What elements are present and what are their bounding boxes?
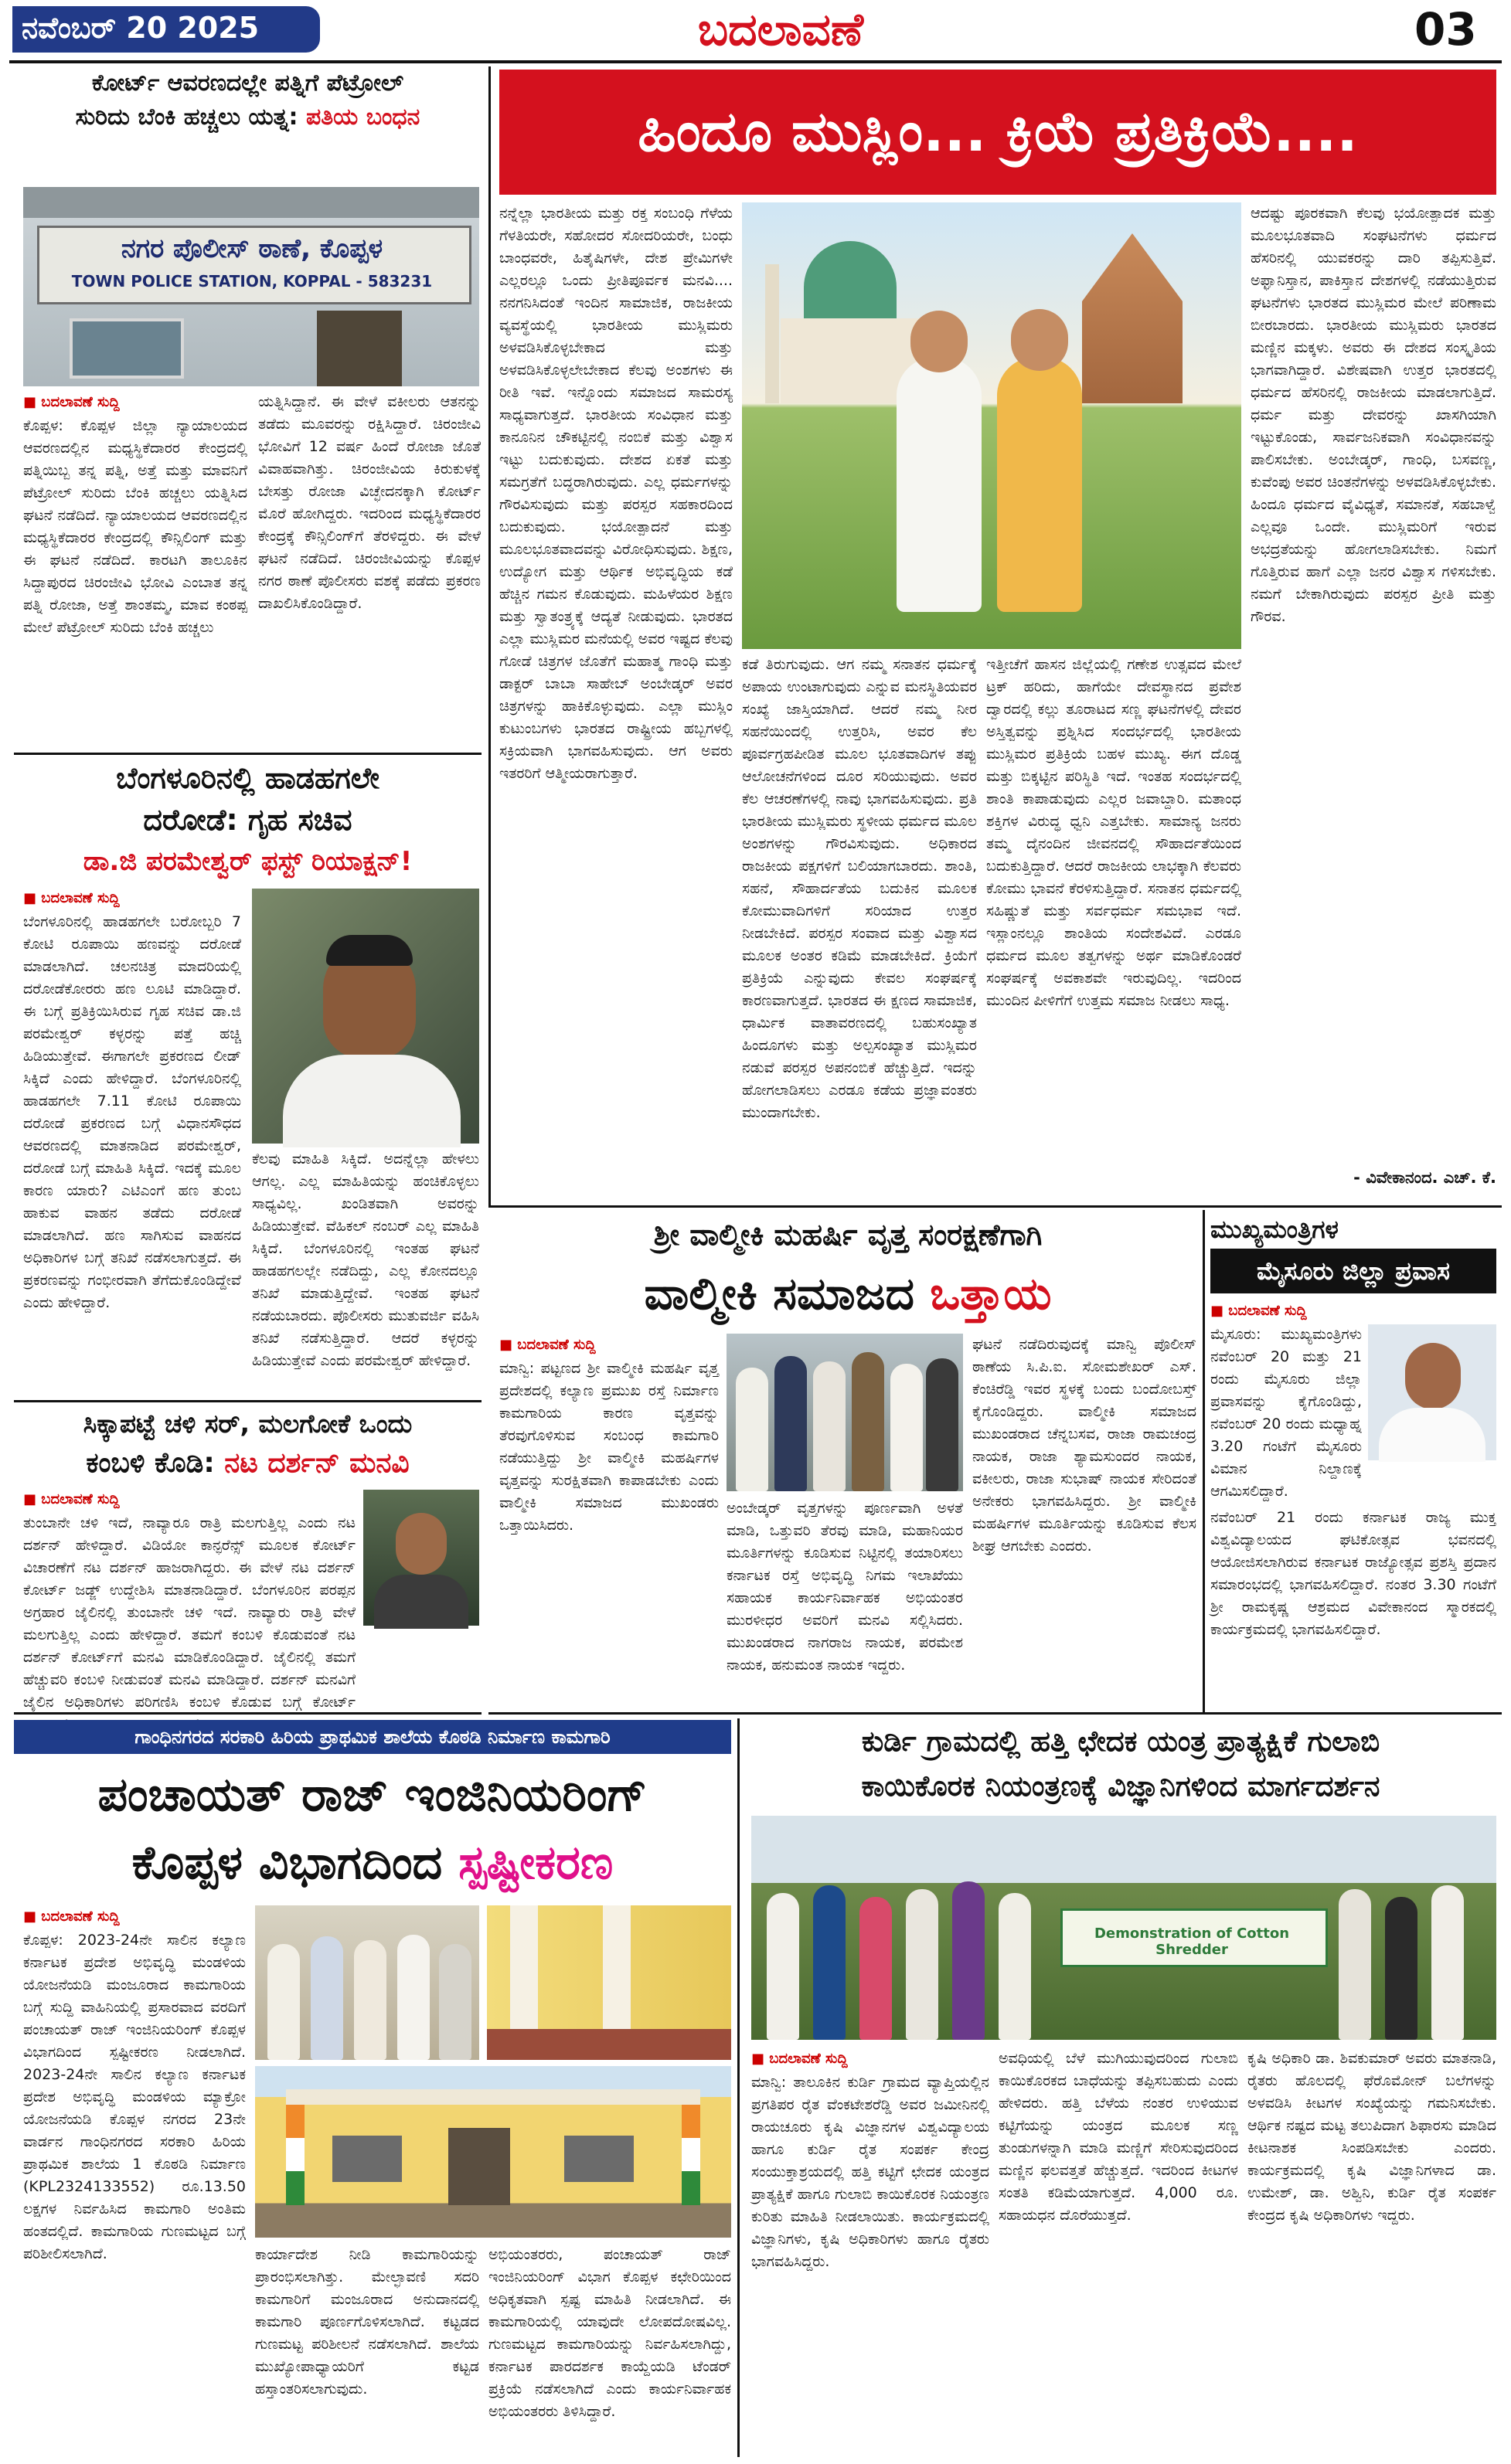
story6-column-1	[1210, 1300, 1362, 1502]
officials-photo	[255, 1905, 479, 2060]
portrait-hair	[326, 935, 413, 966]
cm-body	[1379, 1408, 1485, 1462]
farmer-1	[767, 1893, 799, 2040]
story7-body-2: ಕಾರ್ಯಾದೇಶ ನೀಡಿ ಕಾಮಗಾರಿಯನ್ನು ಪ್ರಾರಂಭಿಸಲಾಗಿತ್ತು. ಮೇಲ್ಛಾವಣಿ ಸದರಿ ಕಾಮಗಾರಿಗೆ ಮಂಜೂರಾದ ಅನುದಾನದಲ್ಲಿ ಕಾಮಗಾರಿ ಪೂರ್ಣಗೊಳಿಸಲಾಗಿದೆ. ಕಟ್ಟಡದ ಗುಣಮಟ್ಟ ಪರಿಶೀಲನೆ ನಡೆಸಲಾಗಿದೆ. ಶಾಲೆಯ ಮುಖ್ಯೋಪಾಧ್ಯಾಯರಿಗೆ ಕಟ್ಟಡ ಹಸ್ತಾಂತರಿಸಲಾಗುವುದು.	[255, 2246, 479, 2398]
story6-column-2	[1210, 1507, 1496, 1706]
field-demo-photo	[751, 1816, 1496, 2040]
masthead-rule	[9, 60, 1502, 63]
story1-headline-1: ಕೋರ್ಟ್ ಆವರಣದಲ್ಲೇ ಪತ್ನಿಗೆ ಪೆಟ್ರೋಲ್	[91, 70, 404, 97]
story2-body-2: ಕೆಲವು ಮಾಹಿತಿ ಸಿಕ್ಕಿದೆ. ಅದನ್ನೆಲ್ಲಾ ಹೇಳಲು ಆಗಲ್ಲ. ಎಲ್ಲ ಮಾಹಿತಿಯನ್ನು ಹಂಚಿಕೊಳ್ಳಲು ಸಾಧ್ಯವಿಲ್ಲ. ಖಂಡಿತವಾಗಿ ಅವರನ್ನು ಹಿಡಿಯುತ್ತೇವೆ. ವೆಹಿಕಲ್ ನಂಬರ್ ಎಲ್ಲ ಮಾಹಿತಿ ಸಿಕ್ಕಿದೆ. ಬೆಂಗಳೂರಿನಲ್ಲಿ ಇಂತಹ ಘಟನೆ ಹಾಡಹಗಲಲ್ಲೇ ನಡೆದಿದ್ದು, ಎಲ್ಲ ಕೋನದಲ್ಲೂ ತನಿಖೆ ಮಾಡುತ್ತಿದ್ದೇವೆ. ಇಂತಹ ಘಟನೆ ನಡೆಯಬಾರದು. ಪೊಲೀಸರು ಮುತುವರ್ಜಿ ವಹಿಸಿ ತನಿಖೆ ನಡೆಸುತ್ತಿದ್ದಾರೆ. ಆದರೆ ಕಳ್ಳರನ್ನು ಹಿಡಿಯುತ್ತೇವೆ ಎಂದು ಪರಮೇಶ್ವರ್ ಹೇಳಿದ್ದಾರೆ.	[252, 1150, 479, 1369]
story3-byline: ■ ಬದಲಾವಣೆ ಸುದ್ದಿ	[23, 1488, 356, 1511]
story5-headline-2a: ವಾಲ್ಮೀಕಿ ಸಮಾಜದ	[644, 1267, 914, 1320]
story1-column-1	[23, 391, 247, 746]
story1-byline: ■ ಬದಲಾವಣೆ ಸುದ್ದಿ	[23, 391, 247, 413]
person-6	[926, 1358, 958, 1491]
person-3	[813, 1361, 846, 1491]
person-5	[890, 1364, 923, 1491]
person-1	[736, 1368, 768, 1491]
portrait-body	[283, 1055, 461, 1147]
story5-body-2: ಅಂಬೇಡ್ಕರ್ ವೃತ್ತಗಳನ್ನು ಪೂರ್ಣವಾಗಿ ಅಳತೆ ಮಾಡಿ, ಒತ್ತುವರಿ ತೆರವು ಮಾಡಿ, ಮಹಾನಿಯರ ಮೂರ್ತಿಗಳನ್ನು ಕೂಡಿಸುವ ನಿಟ್ಟಿನಲ್ಲಿ ತಯಾರಿಸಲು ಕರ್ನಾಟಕ ರಸ್ತೆ ಅಭಿವೃದ್ಧಿ ನಿಗಮ ಇಲಾಖೆಯು ಸಹಾಯಕ ಕಾರ್ಯನಿರ್ವಾಹಕ ಅಭಿಯಂತರ ಮುರಳೀಧರ ಅವರಿಗೆ ಮನವಿ ಸಲ್ಲಿಸಿದರು. ಮುಖಂಡರಾದ ನಾಗರಾಜ ನಾಯಕ, ಪರಮೇಶ ನಾಯಕ, ಹನುಮಂತ ನಾಯಕ ಇದ್ದರು.	[727, 1500, 963, 1674]
divider-left-bottom	[14, 1712, 482, 1715]
cm-head	[1405, 1343, 1461, 1409]
person-4	[852, 1352, 884, 1491]
story4-column-1	[499, 202, 733, 1199]
story5-column-3	[972, 1334, 1196, 1706]
story4-column-4	[1251, 202, 1496, 1164]
temple-tower	[1082, 233, 1183, 403]
story8-column-3	[1247, 2048, 1496, 2456]
official-1	[267, 1944, 300, 2060]
photo-ceiling	[23, 187, 479, 218]
story6-headline-1: ಮುಖ್ಯಮಂತ್ರಿಗಳ	[1210, 1215, 1339, 1244]
sign-sub-text: TOWN POLICE STATION, KOPPAL - 583231	[71, 272, 433, 291]
story8-headline-1: ಕುರ್ಡಿ ಗ್ರಾಮದಲ್ಲಿ ಹತ್ತಿ ಛೇದಕ ಯಂತ್ರ ಪ್ರಾತ್ಯಕ್ಷಿಕೆ ಗುಲಾಬಿ	[861, 1725, 1380, 1758]
masthead-title: ಬದಲಾವಣೆ	[697, 3, 864, 56]
story4-body-4: ಆದಷ್ಟು ಪೂರಕವಾಗಿ ಕೆಲವು ಭಯೋತ್ಪಾದಕ ಮತ್ತು ಮೂಲಭೂತವಾದಿ ಸಂಘಟನೆಗಳು ಧರ್ಮದ ಹೆಸರಿನಲ್ಲಿ ಯುವಕರನ್ನು ದಾರಿ ತಪ್ಪಿಸುತ್ತಿವೆ. ಅಫ್ಘಾನಿಸ್ತಾನ, ಪಾಕಿಸ್ತಾನ ದೇಶಗಳಲ್ಲಿ ನಡೆಯುತ್ತಿರುವ ಘಟನೆಗಳು ಭಾರತದ ಮುಸ್ಲಿಮರ ಮೇಲೆ ಪರಿಣಾಮ ಬೀರಬಾರದು. ಭಾರತೀಯ ಮುಸ್ಲಿಮರು ಭಾರತದ ಮಣ್ಣಿನ ಮಕ್ಕಳು. ಅವರು ಈ ದೇಶದ ಸಂಸ್ಕೃತಿಯ ಭಾಗವಾಗಿದ್ದಾರೆ. ವಿಶೇಷವಾಗಿ ಉತ್ತರ ಭಾರತದಲ್ಲಿ ಧರ್ಮದ ಹೆಸರಿನಲ್ಲಿ ರಾಜಕೀಯ ಮಾಡಲಾಗುತ್ತಿದೆ. ಧರ್ಮ ಮತ್ತು ದೇವರನ್ನು ಖಾಸಗಿಯಾಗಿ ಇಟ್ಟುಕೊಂಡು, ಸಾರ್ವಜನಿಕವಾಗಿ ಸಂವಿಧಾನವನ್ನು ಪಾಲಿಸಬೇಕು. ಅಂಬೇಡ್ಕರ್, ಗಾಂಧಿ, ಬಸವಣ್ಣ, ಕುವೆಂಪು ಅವರ ಚಿಂತನೆಗಳನ್ನು ಅಳವಡಿಸಿಕೊಳ್ಳಬೇಕು. ಹಿಂದೂ ಧರ್ಮದ ವೈವಿಧ್ಯತೆ, ಸಮಾನತೆ, ಸಹಬಾಳ್ವೆ ಎಲ್ಲವೂ ಒಂದೇ. ಮುಸ್ಲಿಮರಿಗೆ ಇರುವ ಅಭದ್ರತೆಯನ್ನು ಹೋಗಲಾಡಿಸಬೇಕು. ನಿಮಗೆ ಗೊತ್ತಿರುವ ಹಾಗೆ ಎಲ್ಲಾ ಜನರ ವಿಶ್ವಾಸ ಗಳಿಸಬೇಕು. ನಮಗೆ ಬೇಕಾಗಿರುವುದು ಪರಸ್ಪರ ಪ್ರೀತಿ ಮತ್ತು ಗೌರವ.	[1251, 205, 1496, 625]
story7-strap: ಗಾಂಧಿನಗರದ ಸರಕಾರಿ ಹಿರಿಯ ಪ್ರಾಥಮಿಕ ಶಾಲೆಯ ಕೊಠಡಿ ನಿರ್ಮಾಣ ಕಾಮಗಾರಿ	[134, 1726, 611, 1748]
story7-column-1	[23, 1905, 246, 2456]
divider-s7-s8	[737, 1718, 740, 2457]
page-number: 03	[1414, 3, 1477, 56]
farmer-4	[906, 1889, 938, 2040]
story5-headline-2b: ಒತ್ತಾಯ	[930, 1267, 1052, 1320]
story4-body-1: ನನ್ನೆಲ್ಲಾ ಭಾರತೀಯ ಮತ್ತು ರಕ್ತ ಸಂಬಂಧಿ ಗೆಳೆಯ ಗೆಳತಿಯರೇ, ಸಹೋದರ ಸೋದರಿಯರೇ, ಬಂಧು ಬಾಂಧವರೇ, ಹಿತೈಷಿಗಳೇ, ದೇಶ ಪ್ರೇಮಿಗಳೇ ಎಲ್ಲರಲ್ಲೂ ಒಂದು ಪ್ರೀತಿಪೂರ್ವಕ ಮನವಿ.... ನನಗನಿಸಿದಂತೆ ಇಂದಿನ ಸಾಮಾಜಿಕ, ರಾಜಕೀಯ ವ್ಯವಸ್ಥೆಯಲ್ಲಿ ಭಾರತೀಯ ಮುಸ್ಲಿಮರು ಅಳವಡಿಸಿಕೊಳ್ಳಬೇಕಾದ ಮತ್ತು ಅಳವಡಿಸಿಕೊಳ್ಳಲೇಬೇಕಾದ ಕೆಲವು ಅಂಶಗಳು ಈ ರೀತಿ ಇವೆ. ಇನ್ನೊಂದು ಸಮಾಜದ ಸಾಮರಸ್ಯ ಸಾಧ್ಯವಾಗುತ್ತದೆ. ಭಾರತೀಯ ಸಂವಿಧಾನ ಮತ್ತು ಕಾನೂನಿನ ಚೌಕಟ್ಟಿನಲ್ಲಿ ನಂಬಿಕೆ ಮತ್ತು ವಿಶ್ವಾಸ ಇಟ್ಟು ಬದುಕುವುದು. ದೇಶದ ಏಕತೆ ಮತ್ತು ಸಮಗ್ರತೆಗೆ ಬದ್ಧರಾಗಿರುವುದು. ಎಲ್ಲ ಧರ್ಮಗಳನ್ನು ಗೌರವಿಸುವುದು ಮತ್ತು ಪರಸ್ಪರ ಸಹಕಾರದಿಂದ ಬದುಕುವುದು. ಭಯೋತ್ಪಾದನೆ ಮತ್ತು ಮೂಲಭೂತವಾದವನ್ನು ವಿರೋಧಿಸುವುದು. ಶಿಕ್ಷಣ, ಉದ್ಯೋಗ ಮತ್ತು ಆರ್ಥಿಕ ಅಭಿವೃದ್ಧಿಯ ಕಡೆ ಹೆಚ್ಚಿನ ಗಮನ ಕೊಡುವುದು. ಮಹಿಳೆಯರ ಶಿಕ್ಷಣ ಮತ್ತು ಸ್ವಾತಂತ್ರ್ಯಕ್ಕೆ ಆದ್ಯತೆ ನೀಡುವುದು. ಭಾರತದ ಎಲ್ಲಾ ಮುಸ್ಲಿಮರ ಮನೆಯಲ್ಲಿ ಅವರ ಇಷ್ಟದ ಕೆಲವು ಗೋಡೆ ಚಿತ್ರಗಳ ಜೊತೆಗೆ ಮಹಾತ್ಮ ಗಾಂಧಿ ಮತ್ತು ಡಾಕ್ಟರ್ ಬಾಬಾ ಸಾಹೇಬ್ ಅಂಬೇಡ್ಕರ್ ಅವರ ಚಿತ್ರಗಳನ್ನು ಹಾಕಿಕೊಳ್ಳುವುದು. ಎಲ್ಲಾ ಮುಸ್ಲಿಂ ಕುಟುಂಬಗಳು ಭಾರತದ ರಾಷ್ಟ್ರೀಯ ಹಬ್ಬಗಳಲ್ಲಿ ಸಕ್ರಿಯವಾಗಿ ಭಾಗವಹಿಸುವುದು. ಆಗ ಅವರು ಇತರರಿಗೆ ಆತ್ಮೀಯರಾಗುತ್ತಾರೆ.	[499, 205, 733, 782]
story2-body-1: ಬೆಂಗಳೂರಿನಲ್ಲಿ ಹಾಡಹಗಲೇ ಬರೋಬ್ಬರಿ 7 ಕೋಟಿ ರೂಪಾಯಿ ಹಣವನ್ನು ದರೋಡೆ ಮಾಡಲಾಗಿದೆ. ಚಲನಚಿತ್ರ ಮಾದರಿಯಲ್ಲಿ ದರೋಡೆಕೋರರು ಹಣ ಲೂಟಿ ಮಾಡಿದ್ದಾರೆ. ಈ ಬಗ್ಗೆ ಪ್ರತಿಕ್ರಿಯಿಸಿರುವ ಗೃಹ ಸಚಿವ ಡಾ.ಜಿ ಪರಮೇಶ್ವರ್ ಕಳ್ಳರನ್ನು ಪತ್ತೆ ಹಚ್ಚಿ ಹಿಡಿಯುತ್ತೇವೆ. ಈಗಾಗಲೇ ಪ್ರಕರಣದ ಲೀಡ್ ಸಿಕ್ಕಿದೆ ಎಂದು ಹೇಳಿದ್ದಾರೆ. ಬೆಂಗಳೂರಿನಲ್ಲಿ ಹಾಡಹಗಲೇ 7.11 ಕೋಟಿ ರೂಪಾಯಿ ದರೋಡೆ ಪ್ರಕರಣದ ಬಗ್ಗೆ ವಿಧಾನಸೌಧದ ಆವರಣದಲ್ಲಿ ಮಾತನಾಡಿದ ಪರಮೇಶ್ವರ್, ದರೋಡೆ ಬಗ್ಗೆ ಮಾಹಿತಿ ಸಿಕ್ಕಿದೆ. ಇದಕ್ಕೆ ಮೂಲ ಕಾರಣ ಯಾರು? ಎಟಿಎಂಗೆ ಹಣ ತುಂಬ ಹಾಕುವ ವಾಹನ ತಡೆದು ದರೋಡೆ ಮಾಡಲಾಗಿದೆ. ಹಣ ಸಾಗಿಸುವ ವಾಹನದ ಅಧಿಕಾರಿಗಳ ಬಗ್ಗೆ ತನಿಖೆ ನಡೆಸಲಾಗುತ್ತದೆ. ಈ ಪ್ರಕರಣವನ್ನು ಗಂಭೀರವಾಗಿ ತೆಗೆದುಕೊಂಡಿದ್ದೇವೆ ಎಂದು ಹೇಳಿದ್ದಾರೆ.	[23, 913, 241, 1311]
story3-headline-2b: ನಟ ದರ್ಶನ್ ಮನವಿ	[224, 1447, 410, 1479]
story7-column-3	[488, 2244, 731, 2456]
story3-column-top	[23, 1488, 356, 1711]
building-window-2	[564, 2136, 634, 2182]
police-station-photo	[23, 187, 479, 386]
story4-column-3	[986, 654, 1241, 1199]
story8-column-2	[999, 2048, 1238, 2456]
protest-photo	[727, 1334, 963, 1491]
farmer-8	[1385, 1897, 1417, 2040]
story7-body-3: ಅಭಿಯಂತರರು, ಪಂಚಾಯತ್ ರಾಜ್ ಇಂಜಿನಿಯರಿಂಗ್ ವಿಭಾಗ ಕೊಪ್ಪಳ ಕಛೇರಿಯಿಂದ ಅಧಿಕೃತವಾಗಿ ಸ್ಪಷ್ಟ ಮಾಹಿತಿ ನೀಡಲಾಗಿದೆ. ಈ ಕಾಮಗಾರಿಯಲ್ಲಿ ಯಾವುದೇ ಲೋಪದೋಷವಿಲ್ಲ. ಗುಣಮಟ್ಟದ ಕಾಮಗಾರಿಯನ್ನು ನಿರ್ವಹಿಸಲಾಗಿದ್ದು, ಕರ್ನಾಟಕ ಪಾರದರ್ಶಕ ಕಾಯ್ದೆಯಡಿ ಟೆಂಡರ್ ಪ್ರಕ್ರಿಯೆ ನಡೆಸಲಾಗಿದೆ ಎಂದು ಕಾರ್ಯನಿರ್ವಾಹಕ ಅಭಿಯಂತರರು ತಿಳಿಸಿದ್ದಾರೆ.	[488, 2246, 731, 2420]
farmer-7	[1339, 1889, 1371, 2040]
story4-body-3: ಇತ್ತೀಚೆಗೆ ಹಾಸನ ಜಿಲ್ಲೆಯಲ್ಲಿ ಗಣೇಶ ಉತ್ಸವದ ಮೇಲೆ ಟ್ರಕ್ ಹರಿದು, ಹಾಗೆಯೇ ದೇವಸ್ಥಾನದ ಪ್ರವೇಶ ದ್ವಾರದಲ್ಲಿ ಕಲ್ಲು ತೂರಾಟದ ಸಣ್ಣ ಘಟನೆಗಳಲ್ಲಿ ದೇವರ ಅಸ್ತಿತ್ವವನ್ನು ಪ್ರಶ್ನಿಸಿದ ಸಂದರ್ಭದಲ್ಲಿ ಭಾರತೀಯ ಮುಸ್ಲಿಮರ ಪ್ರತಿಕ್ರಿಯೆ ಬಹಳ ಮುಖ್ಯ. ಈಗ ದೊಡ್ಡ ಮತ್ತು ಬಿಕ್ಕಟ್ಟಿನ ಪರಿಸ್ಥಿತಿ ಇದೆ. ಇಂತಹ ಸಂದರ್ಭದಲ್ಲಿ ಶಾಂತಿ ಕಾಪಾಡುವುದು ಎಲ್ಲರ ಜವಾಬ್ದಾರಿ. ಮತಾಂಧ ಶಕ್ತಿಗಳ ವಿರುದ್ಧ ಧ್ವನಿ ಎತ್ತಬೇಕು. ಸಾಮಾನ್ಯ ಜನರು ತಮ್ಮ ದೈನಂದಿನ ಜೀವನದಲ್ಲಿ ಸೌಹಾರ್ದತೆಯಿಂದ ಬದುಕುತ್ತಿದ್ದಾರೆ. ಆದರೆ ರಾಜಕೀಯ ಲಾಭಕ್ಕಾಗಿ ಕೆಲವರು ಕೋಮು ಭಾವನೆ ಕೆರಳಿಸುತ್ತಿದ್ದಾರೆ. ಸನಾತನ ಧರ್ಮದಲ್ಲಿ ಸಹಿಷ್ಣುತೆ ಮತ್ತು ಸರ್ವಧರ್ಮ ಸಮಭಾವ ಇದೆ. ಇಸ್ಲಾಂನಲ್ಲೂ ಶಾಂತಿಯ ಸಂದೇಶವಿದೆ. ಎರಡೂ ಧರ್ಮದ ಮೂಲ ತತ್ವಗಳನ್ನು ಅರ್ಥ ಮಾಡಿಕೊಂಡರೆ ಸಂಘರ್ಷಕ್ಕೆ ಅವಕಾಶವೇ ಇರುವುದಿಲ್ಲ. ಇದರಿಂದ ಮುಂದಿನ ಪೀಳಿಗೆಗೆ ಉತ್ತಮ ಸಮಾಜ ನೀಡಲು ಸಾಧ್ಯ.	[986, 656, 1241, 1009]
divider-s1-s2	[14, 753, 482, 755]
story2-column-2	[252, 1148, 479, 1395]
story7-headline-2	[14, 1830, 731, 1896]
story2-headline-2: ದರೋಡೆ: ಗೃಹ ಸಚಿವ	[143, 803, 352, 837]
boy-right-head	[1011, 309, 1068, 371]
building-pillar-2	[682, 2105, 700, 2205]
story7-headline-1: ಪಂಚಾಯತ್ ರಾಜ್ ಇಂಜಿನಿಯರಿಂಗ್	[97, 1768, 648, 1822]
story4-column-2	[742, 654, 977, 1199]
corridor-floor	[487, 2029, 731, 2060]
story5-headline-2	[499, 1261, 1196, 1326]
story5-headline-1: ಶ್ರೀ ವಾಲ್ಮೀಕಿ ಮಹರ್ಷಿ ವೃತ್ತ ಸಂರಕ್ಷಣೆಗಾಗಿ	[653, 1218, 1043, 1252]
story4-body-2: ಕಡೆ ತಿರುಗುವುದು. ಆಗ ನಮ್ಮ ಸನಾತನ ಧರ್ಮಕ್ಕೆ ಅಪಾಯ ಉಂಟಾಗುವುದು ಎನ್ನುವ ಮನಸ್ಥಿತಿಯವರ ಸಂಖ್ಯೆ ಜಾಸ್ತಿಯಾಗಿದೆ. ಆದರೆ ನಮ್ಮ ನೀರ ಸಹನೆಯಿಂದಲ್ಲಿ ಉತ್ತರಿಸಿ, ಅವರ ಕೆಲ ಪೂರ್ವಗ್ರಹಪೀಡಿತ ಮೂಲ ಭೂತವಾದಿಗಳ ತಪ್ಪು ಆಲೋಚನೆಗಳಿಂದ ದೂರ ಸರಿಯುವುದು. ಅವರ ಕೆಲ ಆಚರಣೆಗಳಲ್ಲಿ ನಾವು ಭಾಗವಹಿಸುವುದು. ಪ್ರತಿ ಭಾರತೀಯ ಮುಸ್ಲಿಮರು ಸ್ಥಳೀಯ ಧರ್ಮದ ಮೂಲ ಅಂಶಗಳನ್ನು ಗೌರವಿಸುವುದು. ಅಧಿಕಾರದ ರಾಜಕೀಯ ಪಕ್ಷಗಳಿಗೆ ಬಲಿಯಾಗಬಾರದು. ಶಾಂತಿ, ಸಹನೆ, ಸೌಹಾರ್ದತೆಯ ಬದುಕಿನ ಮೂಲಕ ಕೋಮುವಾದಿಗಳಿಗೆ ಸರಿಯಾದ ಉತ್ತರ ನೀಡಬೇಕಿದೆ. ಪರಸ್ಪರ ಸಂವಾದ ಮತ್ತು ವಿಶ್ವಾಸದ ಮೂಲಕ ಅಂತರ ಕಡಿಮೆ ಮಾಡಬೇಕಿದೆ. ಕ್ರಿಯೆಗೆ ಪ್ರತಿಕ್ರಿಯೆ ಎನ್ನುವುದು ಕೇವಲ ಸಂಘರ್ಷಕ್ಕೆ ಕಾರಣವಾಗುತ್ತದೆ. ಭಾರತದ ಈ ಕ್ಷಣದ ಸಾಮಾಜಿಕ, ಧಾರ್ಮಿಕ ವಾತಾವರಣದಲ್ಲಿ ಬಹುಸಂಖ್ಯಾತ ಹಿಂದೂಗಳು ಮತ್ತು ಅಲ್ಪಸಂಖ್ಯಾತ ಮುಸ್ಲಿಮರ ನಡುವೆ ಪರಸ್ಪರ ಅಪನಂಬಿಕೆ ಹೆಚ್ಚುತ್ತಿದೆ. ಇದನ್ನು ಹೋಗಲಾಡಿಸಲು ಎರಡೂ ಕಡೆಯ ಪ್ರಜ್ಞಾವಂತರು ಮುಂದಾಗಬೇಕು.	[742, 656, 977, 1121]
building-window-1	[332, 2136, 402, 2182]
story4-headline: ಹಿಂದೂ ಮುಸ್ಲಿಂ... ಕ್ರಿಯೆ ಪ್ರತಿಕ್ರಿಯೆ....	[638, 99, 1358, 164]
person-2	[774, 1356, 807, 1491]
story6-body-1: ಮೈಸೂರು: ಮುಖ್ಯಮಂತ್ರಿಗಳು ನವೆಂಬರ್ 20 ಮತ್ತು 21 ರಂದು ಮೈಸೂರು ಜಿಲ್ಲಾ ಪ್ರವಾಸವನ್ನು ಕೈಗೊಂಡಿದ್ದು, ನವೆಂಬರ್ 20 ರಂದು ಮಧ್ಯಾಹ್ನ 3.20 ಗಂಟೆಗೆ ಮೈಸೂರು ವಿಮಾನ ನಿಲ್ದಾಣಕ್ಕೆ ಆಗಮಿಸಲಿದ್ದಾರೆ.	[1210, 1326, 1362, 1500]
story5-column-1	[499, 1334, 719, 1706]
official-2	[311, 1936, 343, 2060]
story3-body: ತುಂಬಾನೇ ಚಳಿ ಇದೆ, ನಾವ್ಯಾರೂ ರಾತ್ರಿ ಮಲಗುತ್ತಿಲ್ಲ ಎಂದು ನಟ ದರ್ಶನ್ ಹೇಳಿದ್ದಾರೆ. ವಿಡಿಯೋ ಕಾನ್ಫರೆನ್ಸ್ ಮೂಲಕ ಕೋರ್ಟ್ ವಿಚಾರಣೆಗೆ ನಟ ದರ್ಶನ್ ಹಾಜರಾಗಿದ್ದರು. ಈ ವೇಳೆ ನಟ ದರ್ಶನ್ ಕೋರ್ಟ್ ಜಡ್ಜ್ ಉದ್ದೇಶಿಸಿ ಮಾತನಾಡಿದ್ದಾರೆ. ಬೆಂಗಳೂರಿನ ಪರಪ್ಪನ ಅಗ್ರಹಾರ ಜೈಲಿನಲ್ಲಿ ತುಂಬಾನೇ ಚಳಿ ಇದೆ. ನಾವ್ಯಾರು ರಾತ್ರಿ ವೇಳೆ ಮಲಗುತ್ತಿಲ್ಲ ಎಂದು ಹೇಳಿದ್ದಾರೆ. ತಮಗೆ ಕಂಬಳಿ ಕೊಡುವಂತೆ ನಟ ದರ್ಶನ್ ಕೋರ್ಟ್‌ಗೆ ಮನವಿ ಮಾಡಿಕೊಂಡಿದ್ದಾರೆ. ಜೈಲಿನಲ್ಲಿ ತಮಗೆ ಹೆಚ್ಚುವರಿ ಕಂಬಳಿ ನೀಡುವಂತೆ ಮನವಿ ಮಾಡಿದ್ದಾರೆ. ದರ್ಶನ್ ಮನವಿಗೆ ಜೈಲಿನ ಅಧಿಕಾರಿಗಳು ಪರಿಗಣಿಸಿ ಕಂಬಳಿ ಕೊಡುವ ಬಗ್ಗೆ ಕೋರ್ಟ್	[23, 1514, 356, 1711]
official-3	[354, 1940, 386, 2060]
story1-body-2: ಯತ್ನಿಸಿದ್ದಾನೆ. ಈ ವೇಳೆ ವಕೀಲರು ಆತನನ್ನು ತಡೆದು ಮೂವರನ್ನು ರಕ್ಷಿಸಿದ್ದಾರೆ. ಚಿರಂಜೀವಿ ಭೋವಿಗೆ 12 ವರ್ಷ ಹಿಂದೆ ರೋಜಾ ಜೊತೆ ವಿವಾಹವಾಗಿತ್ತು. ಚಿರಂಜೀವಿಯ ಕಿರುಕುಳಕ್ಕೆ ಬೇಸತ್ತು ರೋಜಾ ವಿಚ್ಛೇದನಕ್ಕಾಗಿ ಕೋರ್ಟ್ ಮೊರೆ ಹೋಗಿದ್ದರು. ಇದರಿಂದ ಮಧ್ಯಸ್ಥಿಕೆದಾರರ ಕೇಂದ್ರಕ್ಕೆ ಕೌನ್ಸಿಲಿಂಗ್‌ಗೆ ತೆರಳಿದ್ದರು. ಈ ವೇಳೆ ಘಟನೆ ನಡೆದಿದೆ. ಚಿರಂಜೀವಿಯನ್ನು ಕೊಪ್ಪಳ ನಗರ ಠಾಣೆ ಪೊಲೀಸರು ವಶಕ್ಕೆ ಪಡೆದು ಪ್ರಕರಣ ದಾಖಲಿಸಿಕೊಂಡಿದ್ದಾರೆ.	[258, 393, 481, 612]
story8-body-3: ಕೃಷಿ ಅಧಿಕಾರಿ ಡಾ. ಶಿವಕುಮಾರ್ ಅವರು ಮಾತನಾಡಿ, ರೈತರು ಹೊಲದಲ್ಲಿ ಫೆರೊಮೋನ್ ಬಲೆಗಳನ್ನು ಅಳವಡಿಸಿ ಕೀಟಗಳ ಸಂಖ್ಯೆಯನ್ನು ಗಮನಿಸಬೇಕು. ಆರ್ಥಿಕ ನಷ್ಟದ ಮಟ್ಟ ತಲುಪಿದಾಗ ಶಿಫಾರಸು ಮಾಡಿದ ಕೀಟನಾಶಕ ಸಿಂಪಡಿಸಬೇಕು ಎಂದರು. ಕಾರ್ಯಕ್ರಮದಲ್ಲಿ ಕೃಷಿ ವಿಜ್ಞಾನಿಗಳಾದ ಡಾ. ಉಮೇಶ್, ಡಾ. ಅಶ್ವಿನಿ, ಕುರ್ಡಿ ರೈತ ಸಂಪರ್ಕ ಕೇಂದ್ರದ ಕೃಷಿ ಅಧಿಕಾರಿಗಳು ಇದ್ದರು.	[1247, 2050, 1496, 2224]
story8-headline-2: ಕಾಯಿಕೊರಕ ನಿಯಂತ್ರಣಕ್ಕೆ ವಿಜ್ಞಾನಿಗಳಿಂದ ಮಾರ್ಗದರ್ಶನ	[861, 1769, 1380, 1803]
story1-headline-2a: ಸುರಿದು ಬೆಂಕಿ ಹಚ್ಚಲು ಯತ್ನ:	[75, 104, 298, 131]
story5-body-3: ಘಟನೆ ನಡೆದಿರುವುದಕ್ಕೆ ಮಾನ್ವಿ ಪೊಲೀಸ್ ಠಾಣೆಯ ಸಿ.ಪಿ.ಐ. ಸೋಮಶೇಖರ್ ಎಸ್. ಕೆಂಚಿರೆಡ್ಡಿ ಇವರ ಸ್ಥಳಕ್ಕೆ ಬಂದು ಬಂದೋಬಸ್ತ್ ಕೈಗೊಂಡಿದ್ದರು. ವಾಲ್ಮೀಕಿ ಸಮಾಜದ ಮುಖಂಡರಾದ ಚೆನ್ನಬಸವ, ರಾಜಾ ರಾಮಚಂದ್ರ ನಾಯಕ, ರಾಜಾ ಶ್ಯಾಮಸುಂದರ ನಾಯಕ, ವಕೀಲರು, ರಾಜಾ ಸುಭಾಷ್ ನಾಯಕ ಸೇರಿದಂತೆ ಅನೇಕರು ಭಾಗವಹಿಸಿದ್ದರು. ಶ್ರೀ ವಾಲ್ಮೀಕಿ ಮಹರ್ಷಿಗಳ ಮೂರ್ತಿಯನ್ನು ಕೂಡಿಸುವ ಕೆಲಸ ಶೀಘ್ರ ಆಗಬೇಕು ಎಂದರು.	[972, 1336, 1196, 1555]
story7-byline: ■ ಬದಲಾವಣೆ ಸುದ್ದಿ	[23, 1905, 246, 1928]
boy-left-head	[910, 311, 968, 372]
cm-portrait	[1368, 1324, 1496, 1460]
story3-headline-2	[14, 1443, 482, 1483]
mosque-minaret	[765, 264, 779, 403]
story6-body-2: ನವೆಂಬರ್ 21 ರಂದು ಕರ್ನಾಟಕ ರಾಜ್ಯ ಮುಕ್ತ ವಿಶ್ವವಿದ್ಯಾಲಯದ ಘಟಿಕೋತ್ಸವ ಭವನದಲ್ಲಿ ಆಯೋಜಿಸಲಾಗಿರುವ ಕರ್ನಾಟಕ ರಾಜ್ಯೋತ್ಸವ ಪ್ರಶಸ್ತಿ ಪ್ರದಾನ ಸಮಾರಂಭದಲ್ಲಿ ಭಾಗವಹಿಸಲಿದ್ದಾರೆ. ನಂತರ 3.30 ಗಂಟೆಗೆ ಶ್ರೀ ರಾಮಕೃಷ್ಣ ಆಶ್ರಮದ ವಿವೇಕಾನಂದ ಸ್ಮಾರಕದಲ್ಲಿ ಕಾರ್ಯಕ್ರಮದಲ್ಲಿ ಭಾಗವಹಿಸಲಿದ್ದಾರೆ.	[1210, 1509, 1496, 1638]
story8-body-2: ಅವಧಿಯಲ್ಲಿ ಬೆಳೆ ಮುಗಿಯುವುದರಿಂದ ಗುಲಾಬಿ ಕಾಯಿಕೊರಕದ ಬಾಧೆಯನ್ನು ತಪ್ಪಿಸಬಹುದು ಎಂದು ಹೇಳಿದರು. ಹತ್ತಿ ಬೆಳೆಯ ನಂತರ ಉಳಿಯುವ ಕಟ್ಟಿಗೆಯನ್ನು ಯಂತ್ರದ ಮೂಲಕ ಸಣ್ಣ ತುಂಡುಗಳನ್ನಾಗಿ ಮಾಡಿ ಮಣ್ಣಿಗೆ ಸೇರಿಸುವುದರಿಂದ ಮಣ್ಣಿನ ಫಲವತ್ತತೆ ಹೆಚ್ಚುತ್ತದೆ. ಇದರಿಂದ ಕೀಟಗಳ ಸಂತತಿ ಕಡಿಮೆಯಾಗುತ್ತದೆ. 4,000 ರೂ. ಸಹಾಯಧನ ದೊರೆಯುತ್ತದೆ.	[999, 2050, 1238, 2224]
story8-body-1: ಮಾನ್ವಿ: ತಾಲೂಕಿನ ಕುರ್ಡಿ ಗ್ರಾಮದ ವ್ಯಾಪ್ತಿಯಲ್ಲಿನ ಪ್ರಗತಿಪರ ರೈತ ವೆಂಕಟೇಶರೆಡ್ಡಿ ಅವರ ಜಮೀನಿನಲ್ಲಿ ರಾಯಚೂರು ಕೃಷಿ ವಿಜ್ಞಾನಗಳ ವಿಶ್ವವಿದ್ಯಾಲಯ ಹಾಗೂ ಕುರ್ಡಿ ರೈತ ಸಂಪರ್ಕ ಕೇಂದ್ರ ಸಂಯುಕ್ತಾಶ್ರಯದಲ್ಲಿ ಹತ್ತಿ ಕಟ್ಟಿಗೆ ಛೇದಕ ಯಂತ್ರದ ಪ್ರಾತ್ಯಕ್ಷಿಕೆ ಹಾಗೂ ಗುಲಾಬಿ ಕಾಯಿಕೊರಕ ನಿಯಂತ್ರಣ ಕುರಿತು ಮಾಹಿತಿ ನೀಡಲಾಯಿತು. ಕಾರ್ಯಕ್ರಮದಲ್ಲಿ ವಿಜ್ಞಾನಿಗಳು, ಕೃಷಿ ಅಧಿಕಾರಿಗಳು ಹಾಗೂ ರೈತರು ಭಾಗವಹಿಸಿದ್ದರು.	[751, 2074, 989, 2270]
farmer-2	[813, 1885, 846, 2040]
actor-body	[374, 1575, 468, 1629]
story1-column-2	[258, 391, 481, 746]
story3-headline-2a: ಕಂಬಳಿ ಕೊಡಿ:	[86, 1447, 215, 1479]
farmer-5	[952, 1881, 985, 2040]
story5-byline: ■ ಬದಲಾವಣೆ ಸುದ್ದಿ	[499, 1334, 719, 1356]
story5-body-1: ಮಾನ್ವಿ: ಪಟ್ಟಣದ ಶ್ರೀ ವಾಲ್ಮೀಕಿ ಮಹರ್ಷಿ ವೃತ್ತ ಪ್ರದೇಶದಲ್ಲಿ ಕಲ್ಯಾಣ ಪ್ರಮುಖ ರಸ್ತೆ ನಿರ್ಮಾಣ ಕಾಮಗಾರಿಯ ಕಾರಣ ವೃತ್ತವನ್ನು ತೆರವುಗೊಳಿಸುವ ಸಂಬಂಧ ಕಾಮಗಾರಿ ನಡೆಯುತ್ತಿದ್ದು ಶ್ರೀ ವಾಲ್ಮೀಕಿ ಮಹರ್ಷಿಗಳ ವೃತ್ತವನ್ನು ಸುರಕ್ಷಿತವಾಗಿ ಕಾಪಾಡಬೇಕು ಎಂದು ವಾಲ್ಮೀಕಿ ಸಮಾಜದ ಮುಖಂಡರು ಒತ್ತಾಯಿಸಿದರು.	[499, 1360, 719, 1534]
story1-body-1: ಕೊಪ್ಪಳ: ಕೊಪ್ಪಳ ಜಿಲ್ಲಾ ನ್ಯಾಯಾಲಯದ ಆವರಣದಲ್ಲಿನ ಮಧ್ಯಸ್ಥಿಕೆದಾರರ ಕೇಂದ್ರದಲ್ಲಿ ಪತ್ನಿಯಿಬ್ಬ ತನ್ನ ಪತ್ನಿ, ಅತ್ತೆ ಮತ್ತು ಮಾವನಿಗೆ ಪೆಟ್ರೋಲ್ ಸುರಿದು ಬೆಂಕಿ ಹಚ್ಚಲು ಯತ್ನಿಸಿದ ಘಟನೆ ನಡೆದಿದೆ. ನ್ಯಾಯಾಲಯದ ಆವರಣದಲ್ಲಿನ ಮಧ್ಯಸ್ಥಿಕೆದಾರರ ಕೇಂದ್ರದಲ್ಲಿ ಕೌನ್ಸಿಲಿಂಗ್ ಮತ್ತು ಈ ಘಟನೆ ನಡೆದಿದೆ. ಕಾರಟಗಿ ತಾಲೂಕಿನ ಸಿದ್ದಾಪುರದ ಚಿರಂಜೀವಿ ಭೋವಿ ಎಂಬಾತ ತನ್ನ ಪತ್ನಿ ರೋಜಾ, ಅತ್ತೆ ಶಾಂತಮ್ಮ, ಮಾವ ಕಂಠಪ್ಪ ಮೇಲೆ ಪೆಟ್ರೋಲ್ ಸುರಿದು ಬೆಂಕಿ ಹಚ್ಚಲು	[23, 417, 247, 636]
building-pillar-1	[286, 2105, 305, 2205]
story4-frame-left	[488, 66, 491, 1205]
mosque-dome	[804, 241, 897, 326]
story8-column-1	[751, 2048, 989, 2456]
divider-story4-bottom	[488, 1205, 1502, 1208]
story7-headline-2a: ಕೊಪ್ಪಳ ವಿಭಾಗದಿಂದ	[131, 1836, 443, 1890]
divider-s2-s3	[14, 1400, 482, 1402]
illustration-friends	[742, 202, 1241, 649]
story7-column-2	[255, 2244, 479, 2456]
story8-byline: ■ ಬದಲಾವಣೆ ಸುದ್ದಿ	[751, 2048, 989, 2070]
story4-signature: - ವಿವೇಕಾನಂದ. ಎಚ್. ಕೆ.	[1353, 1168, 1496, 1187]
story7-headline-2b: ಸ್ಪಷ್ಟೀಕರಣ	[458, 1836, 614, 1890]
actor-head	[396, 1513, 447, 1575]
masthead-date: ನವೆಂಬರ್ 20 2025	[22, 11, 260, 45]
story2-column-1	[23, 887, 241, 1395]
official-4	[397, 1935, 430, 2060]
farmer-3	[859, 1897, 892, 2040]
school-building-photo	[255, 2066, 731, 2238]
story6-byline: ■ ಬದಲಾವಣೆ ಸುದ್ದಿ	[1210, 1300, 1362, 1322]
sign-main-text: ನಗರ ಪೊಲೀಸ್ ಠಾಣೆ, ಕೊಪ್ಪಳ	[121, 233, 383, 264]
actor-photo	[363, 1490, 479, 1626]
story1-headline-2	[14, 100, 482, 134]
building-roof	[286, 2089, 700, 2105]
story7-body-1: ಕೊಪ್ಪಳ: 2023-24ನೇ ಸಾಲಿನ ಕಲ್ಯಾಣ ಕರ್ನಾಟಕ ಪ್ರದೇಶ ಅಭಿವೃದ್ಧಿ ಮಂಡಳಿಯ ಯೋಜನೆಯಡಿ ಮಂಜೂರಾದ ಕಾಮಗಾರಿಯ ಬಗ್ಗೆ ಸುದ್ದಿ ವಾಹಿನಿಯಲ್ಲಿ ಪ್ರಸಾರವಾದ ವರದಿಗೆ ಪಂಚಾಯತ್ ರಾಜ್ ಇಂಜಿನಿಯರಿಂಗ್ ಕೊಪ್ಪಳ ವಿಭಾಗದಿಂದ ಸ್ಪಷ್ಟೀಕರಣ ನೀಡಲಾಗಿದೆ. 2023-24ನೇ ಸಾಲಿನ ಕಲ್ಯಾಣ ಕರ್ನಾಟಕ ಪ್ರದೇಶ ಅಭಿವೃದ್ಧಿ ಮಂಡಳಿಯ ಮ್ಯಾಕ್ರೋ ಯೋಜನೆಯಡಿ ಕೊಪ್ಪಳ ನಗರದ 23ನೇ ವಾರ್ಡನ ಗಾಂಧಿನಗರದ ಸರಕಾರಿ ಹಿರಿಯ ಪ್ರಾಥಮಿಕ ಶಾಲೆಯ 1 ಕೊಠಡಿ ನಿರ್ಮಾಣ (KPL2324133552) ರೂ.13.50 ಲಕ್ಷಗಳ ನಿರ್ವಹಿಸಿದ ಕಾಮಗಾರಿ ಅಂತಿಮ ಹಂತದಲ್ಲಿದೆ. ಕಾಮಗಾರಿಯ ಗುಣಮಟ್ಟದ ಬಗ್ಗೆ ಪರಿಶೀಲಿಸಲಾಗಿದೆ.	[23, 1932, 246, 2262]
boy-right	[997, 357, 1082, 612]
story2-byline: ■ ಬದಲಾವಣೆ ಸುದ್ದಿ	[23, 887, 241, 909]
corridor-photo	[487, 1905, 731, 2060]
demo-banner-text: Demonstration of Cotton Shredder	[1094, 1925, 1290, 1958]
official-5	[439, 1944, 471, 2060]
story2-headline-1: ಬೆಂಗಳೂರಿನಲ್ಲಿ ಹಾಡಹಗಲೇ	[116, 761, 379, 795]
minister-portrait	[252, 889, 479, 1144]
building-door	[448, 2128, 510, 2205]
station-door	[317, 311, 402, 386]
story3-headline-1: ಸಿಕ್ಕಾಪಟ್ಟೆ ಚಳಿ ಸರ್, ಮಲಗೋಕೆ ಒಂದು	[83, 1409, 413, 1439]
divider-s5-s6	[1203, 1210, 1205, 1712]
story6-headline-2: ಮೈಸೂರು ಜಿಲ್ಲಾ ಪ್ರವಾಸ	[1257, 1256, 1450, 1286]
story5-column-2	[727, 1497, 963, 1706]
farmer-6	[999, 1893, 1031, 2040]
divider-middle	[488, 1712, 1502, 1715]
boy-left	[897, 357, 982, 612]
farmer-9	[1431, 1885, 1464, 2040]
story1-headline-2b: ಪತಿಯ ಬಂಧನ	[305, 104, 420, 131]
story2-headline-3: ಡಾ.ಜಿ ಪರಮೇಶ್ವರ್ ಫಸ್ಟ್ ರಿಯಾಕ್ಷನ್!	[83, 846, 413, 877]
station-window	[70, 318, 184, 379]
